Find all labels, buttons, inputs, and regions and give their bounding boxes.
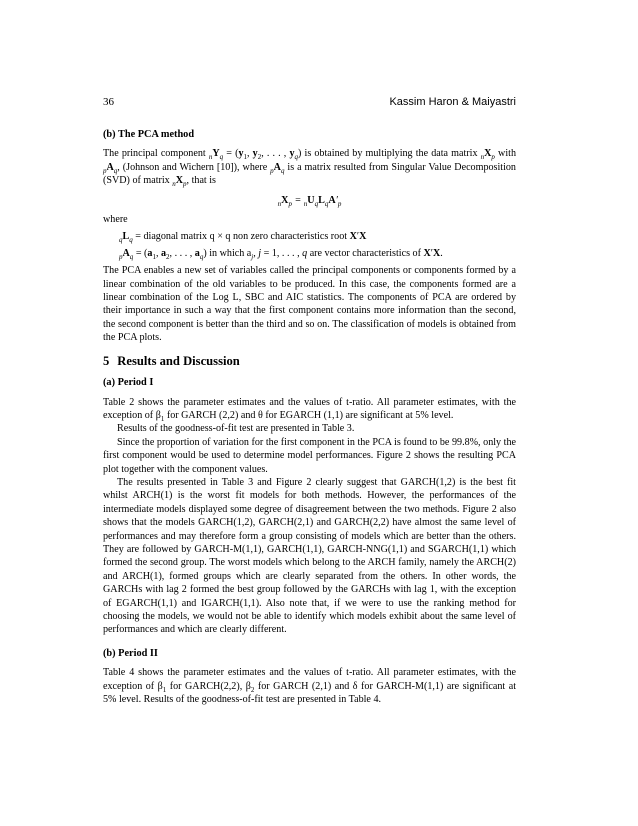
definitions-list <box>119 230 516 260</box>
definition-A: $_pA_q = (a_1$, $a_2$, . . . , $a_q$) in which $a_j$, j = 1, . . . , q are vector characteristics of X′X. <box>119 247 443 261</box>
subsection-title-pca: (b) The PCA method <box>103 129 195 140</box>
paragraph-pca-description: The PCA enables a new set of variables called the principal components or components formed by a linear combination of the old variables to be produced. In this case, the components formed are a linear combination of the Log L, SBC and AIC statistics. The components of PCA are ordered by their importance in such a way that the first component contains more information than the second, the second component is better than the third and so on. The classification of models is obtained from the PCA plots. <box>103 265 516 344</box>
equation-svd: $_nX_p = _nU_qL_qA'_p$ <box>277 194 342 208</box>
definition-L: $_qL_q$ = diagonal matrix q × q non zero characteristics root X′X <box>119 231 367 245</box>
subsection-title-period-2: (b) Period II <box>103 647 158 659</box>
paragraph-period1-variation: Since the proportion of variation for the first component in the PCA is found to be 99.8%, only the first component would be used to determine model performances. Figure 2 shows the resulting PCA plot together with the component values. <box>103 436 516 475</box>
body-text <box>103 128 516 706</box>
paragraph-pca-intro: The principal component $_nY_q = (y_1$, $y_2$, . . . , $y_q$) is obtained by multiplying the data matrix $_nX_p$ with $_pA_q$, (Johnson and Wichern [10]), where $_pA_q$ is a matrix resulted from Singular Value Decomposition (SVD) of matrix $_nX_p$, that is <box>103 148 516 189</box>
where-label: where <box>103 214 128 226</box>
running-authors: Kassim Haron & Maiyastri <box>389 96 516 108</box>
running-header <box>103 96 516 112</box>
paragraph-period1-estimates: Table 2 shows the parameter estimates and the values of t-ratio. All parameter estimates, with the exception of $\beta_1$ for GARCH (2,2) and θ for EGARCH (1,1) are significant at 5% level. <box>103 396 516 423</box>
paragraph-period2-estimates: Table 4 shows the parameter estimates and the values of t-ratio. All parameter estimates, with the exception of $\beta_1$ for GARCH(2,2), $\beta_2$ for GARCH (2,1) and δ for GARCH-M(1,1) are significant at 5% level. Results of the goodness-of-fit test are presented in Table 4. <box>103 667 517 706</box>
section-title-results: 5 Results and Discussion <box>103 353 240 368</box>
paragraph-period1-goodness: Results of the goodness-of-fit test are presented in Table 3. <box>117 423 355 435</box>
page-number: 36 <box>103 96 114 108</box>
subsection-title-period-1: (a) Period I <box>103 377 154 389</box>
paragraph-period1-results: The results presented in Table 3 and Figure 2 clearly suggest that GARCH(1,2) is the best fit whilst ARCH(1) is the worst fit models for both methods. However, the performances of the intermediate models displayed some degree of disagreement between the two methods. Figure 2 also shows that the models GARCH(1,2), GARCH(2,1) and GARCH(2,2) have almost the same level of performances and may therefore form a group consisting of models which are better than the others. They are followed by GARCH-M(1,1), GARCH(1,1), GARCH-NNG(1,1) and SGARCH(1,1) which formed the second group. The worst models which belong to the ARCH family, namely the ARCH(2) and ARCH(1), formed groups which are clearly separated from the others. In other words, the GARCHs with lag 2 formed the best group followed by the GARCHs with lag 1, with the exception of EGARCH(1,1) and IGARCH(1,1). Also note that, if we were to use the ranking method for choosing the models, we would not be able to identify which models exhibit about the same level of performances and which are clearly different. <box>103 476 516 636</box>
